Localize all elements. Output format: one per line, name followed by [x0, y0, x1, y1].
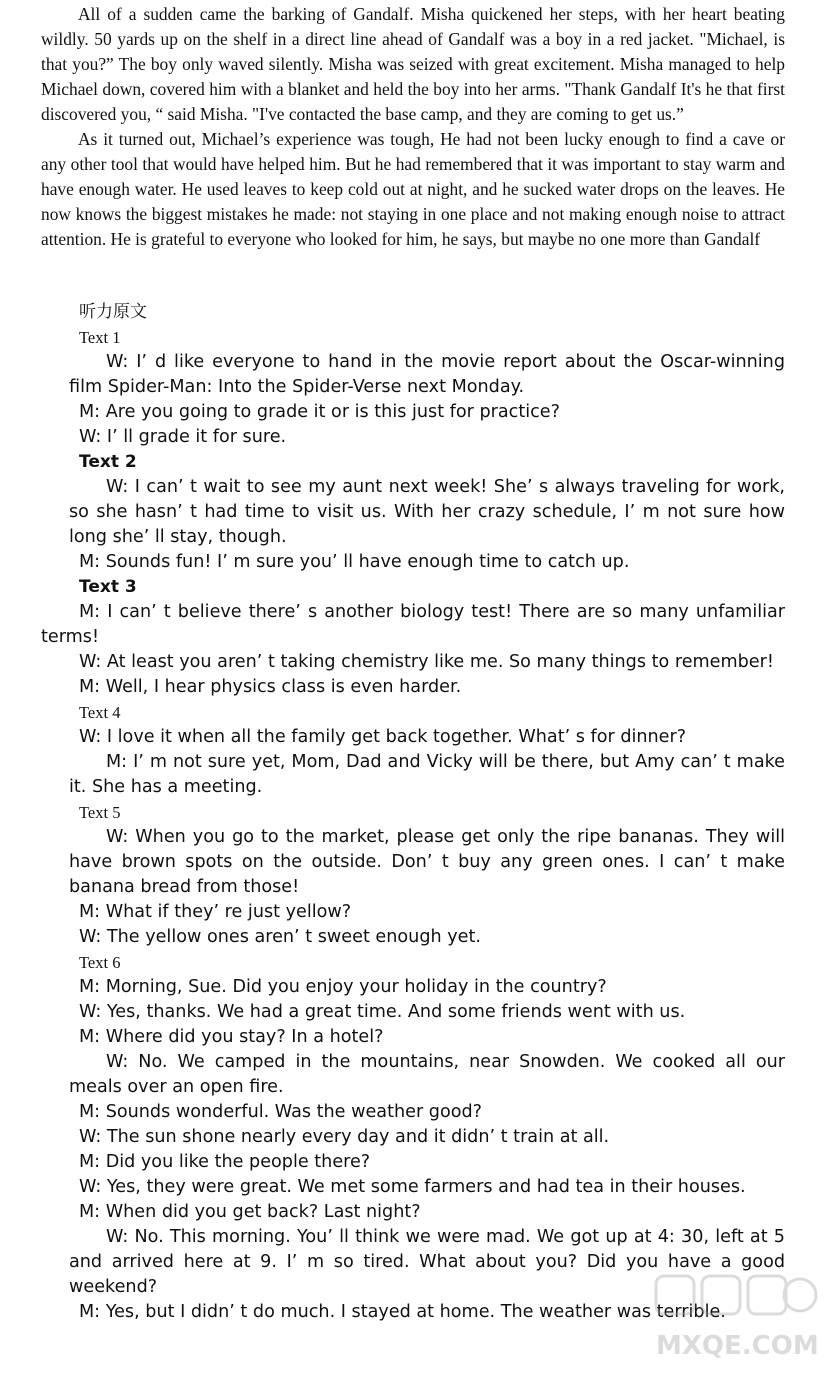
dialogue-line: W: No. We camped in the mountains, near Snowden. We cooked all our meals over an open fire. — [69, 1052, 785, 1097]
text-label: Text 1 — [79, 328, 121, 347]
dialogue-line: W: I’ d like everyone to hand in the movie report about the Oscar-winning film Spider-Man: Into the Spider-Verse next Monday. — [69, 352, 785, 397]
dialogue-line: W: I can’ t wait to see my aunt next week! She’ s always traveling for work, so she hasn’ t had time to visit us. With her crazy schedule, I’ m not sure how long she’ ll stay, though. — [69, 477, 785, 547]
dialogue-line: M: Where did you stay? In a hotel? — [79, 1027, 384, 1047]
story-paragraph: All of a sudden came the barking of Gandalf. Misha quickened her steps, with her heart beating wildly. 50 yards up on the shelf in a direct line ahead of Gandalf was a boy in a red jacket. "Michael, is that you?” The boy only waved silently. Misha was seized with great excitement. Misha managed to help Michael down, covered him with a blanket and held the boy into her arms. "Thank Gandalf It's he that first discovered you, “ said Misha. "I've contacted the base camp, and they are coming to get us.” — [41, 4, 785, 124]
dialogue-line: W: The sun shone nearly every day and it didn’ t train at all. — [79, 1127, 610, 1147]
text-label: Text 6 — [79, 953, 121, 972]
text-label: Text 3 — [79, 577, 137, 597]
dialogue-line: M: Are you going to grade it or is this just for practice? — [79, 402, 560, 422]
dialogue-line: M: Well, I hear physics class is even harder. — [79, 677, 462, 697]
dialogue-line: W: When you go to the market, please get only the ripe bananas. They will have brown spots on the outside. Don’ t buy any green ones. I can’ t make banana bread from those! — [69, 827, 785, 897]
story-paragraph: As it turned out, Michael’s experience was tough, He had not been lucky enough to find a cave or any other tool that would have helped him. But he had remembered that it was important to stay warm and have enough water. He used leaves to keep cold out at night, and he sucked water drops on the leaves. He now knows the biggest mistakes he made: not staying in one place and not making enough noise to attract attention. He is grateful to everyone who looked for him, he says, but maybe no one more than Gandalf — [41, 129, 785, 249]
dialogue-line: M: Sounds wonderful. Was the weather good? — [79, 1102, 482, 1122]
dialogue-line: M: Sounds fun! I’ m sure you’ ll have enough time to catch up. — [79, 552, 630, 572]
dialogue-line: M: I can’ t believe there’ s another biology test! There are so many unfamiliar terms! — [41, 602, 785, 647]
story-text — [41, 2, 785, 252]
dialogue-line: M: Did you like the people there? — [79, 1152, 371, 1172]
text-label: Text 4 — [79, 703, 121, 722]
dialogue-line: M: Yes, but I didn’ t do much. I stayed at home. The weather was terrible. — [79, 1302, 726, 1322]
dialogue-line: W: At least you aren’ t taking chemistry like me. So many things to remember! — [79, 652, 774, 672]
dialogue-line: W: The yellow ones aren’ t sweet enough yet. — [79, 927, 481, 947]
dialogue-line: W: I love it when all the family get back together. What’ s for dinner? — [79, 727, 687, 747]
listening-transcript-heading: 听力原文 — [79, 302, 147, 322]
text-label: Text 2 — [79, 452, 137, 472]
listening-transcript — [0, 325, 826, 1325]
dialogue-line: W: I’ ll grade it for sure. — [79, 427, 287, 447]
dialogue-line: W: Yes, they were great. We met some farmers and had tea in their houses. — [79, 1177, 746, 1197]
dialogue-line: W: No. This morning. You’ ll think we were mad. We got up at 4: 30, left at 5 and arrived here at 9. I’ m so tired. What about you? Did you have a good weekend? — [69, 1227, 785, 1297]
dialogue-line: M: Morning, Sue. Did you enjoy your holiday in the country? — [79, 977, 607, 997]
dialogue-line: M: When did you get back? Last night? — [79, 1202, 421, 1222]
dialogue-line: M: I’ m not sure yet, Mom, Dad and Vicky will be there, but Amy can’ t make it. She has a meeting. — [69, 752, 785, 797]
watermark-logo — [650, 1268, 820, 1364]
watermark-text: MXQE.COM — [656, 1331, 819, 1361]
dialogue-line: M: What if they’ re just yellow? — [79, 902, 352, 922]
text-label: Text 5 — [79, 803, 121, 822]
dialogue-line: W: Yes, thanks. We had a great time. And some friends went with us. — [79, 1002, 686, 1022]
